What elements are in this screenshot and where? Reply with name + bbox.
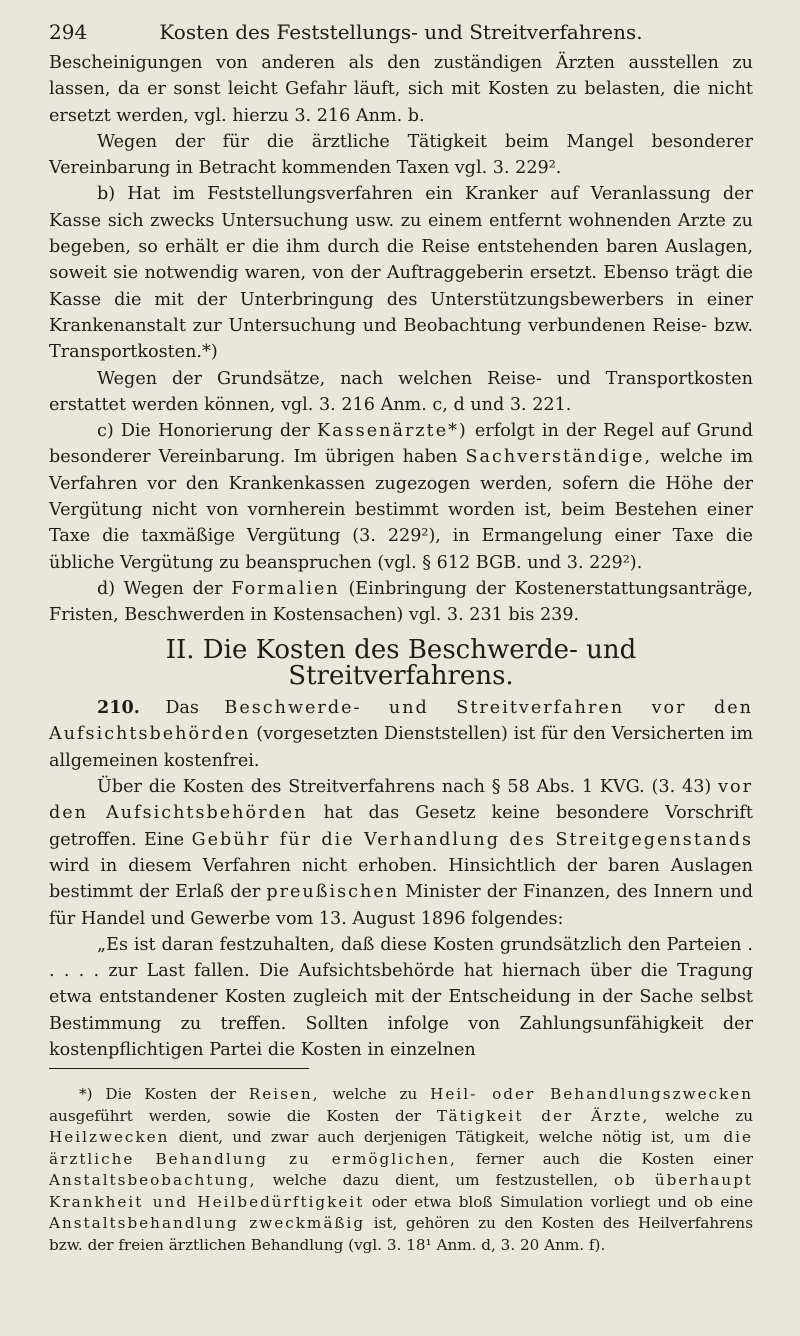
body-text bbox=[49, 50, 753, 1063]
fn-emphasis-2: Heil- oder Behandlungszwecken bbox=[430, 1085, 754, 1104]
fn-c: ausgeführt werden, sowie die Kosten der bbox=[49, 1106, 421, 1125]
section-heading: II. Die Kosten des Beschwerde- und Streitverfahrens. bbox=[165, 634, 637, 691]
fn-emphasis-8: Anstaltsbehandlung zweckmäßig bbox=[49, 1214, 366, 1233]
principles-paragraph: Wegen der Grundsätze, nach welchen Reise- und Transportkosten erstattet werden können, vgl. 3. 216 Anm. c, d und 3. 221. bbox=[49, 368, 753, 415]
fn-i: ist, gehören zu den Kosten des Heilverfahrens bzw. der freien ärztlichen Behandlung (vgl. 3. 18¹ Anm. d, 3. 20 Anm. f). bbox=[49, 1214, 754, 1254]
paragraph-c-start: c) Die Honorierung der bbox=[97, 421, 310, 442]
decree-quote: „Es ist daran festzuhalten, daß diese Kosten grundsätzlich den Parteien . . . . . zur Last fallen. Die Aufsichtsbehörde hat hiernach über die Tragung etwa entstandener Kosten zugleich mit der Entscheidung in der Sache selbst Bestimmung zu treffen. Sollten infolge von Zahlungsunfähigkeit der kostenpflichtigen Partei die Kosten in einzelnen bbox=[49, 934, 753, 1060]
fn-emphasis-4: Heilzwecken bbox=[49, 1128, 170, 1147]
fn-a: *) Die Kosten der bbox=[79, 1085, 236, 1104]
fn-emphasis-6: Anstaltsbeobachtung, bbox=[49, 1171, 257, 1190]
fn-f: ferner auch die Kosten einer bbox=[475, 1149, 754, 1168]
footnote-divider bbox=[49, 1068, 309, 1069]
p210-s1-a: Das bbox=[165, 698, 199, 719]
paragraph-c-end: welche im Verfahren vor den Krankenkassen zugezogen werden, sofern die Höhe der Vergütung nicht von vornherein bestimmt worden ist, beim Bestehen einer Taxe die taxmäßige Vergütung (3. 229²), in Ermangelung einer Taxe die übliche Vergütung zu beanspruchen (vgl. § 612 BGB. und 3. 229²). bbox=[49, 447, 754, 573]
fn-emphasis-1: Reisen, bbox=[248, 1085, 320, 1104]
fn-emphasis-3: Tätigkeit der Ärzte, bbox=[436, 1106, 650, 1125]
p210-s2-b: hat das Gesetz keine besondere Vorschrift getroffen. Eine bbox=[49, 803, 754, 850]
intro-paragraph: Bescheinigungen von anderen als den zuständigen Ärzten ausstellen zu lassen, da er sonst leicht Gefahr läuft, sich mit Kosten zu belasten, die nicht ersetzt werden, vgl. hierzu 3. 216 Anm. b. bbox=[49, 53, 753, 126]
p210-s1-b: (vorgesetzten Dienststellen) ist für den Versicherten im allgemeinen kostenfrei. bbox=[49, 724, 753, 771]
fn-emphasis-5: um die ärztliche Behandlung zu ermöglichen, bbox=[49, 1128, 754, 1168]
fn-h: oder etwa bloß Simulation vorliegt und ob eine bbox=[371, 1192, 753, 1211]
p210-s1-emphasis: Beschwerde- und Streitverfahren vor den Aufsichtsbehörden bbox=[49, 698, 754, 745]
p210-s2-d: Minister der Finanzen, des Innern und für Handel und Gewerbe vom 13. August 1896 folgendes: bbox=[49, 882, 754, 929]
paragraph-d-end: (Einbringung der Kostenerstattungsanträge, Fristen, Beschwerden in Kostensachen) vgl. 3. 231 bis 239. bbox=[49, 578, 754, 626]
paragraph-d-emphasis: Formalien bbox=[231, 578, 340, 599]
footnote bbox=[49, 1084, 753, 1256]
running-head bbox=[49, 20, 753, 50]
tax-reference-paragraph: Wegen der für die ärztliche Tätigkeit beim Mangel besonderer Vereinbarung in Betracht kommenden Taxen vgl. 3. 229². bbox=[49, 131, 753, 179]
paragraph-c bbox=[49, 418, 753, 576]
p210-s2-emphasis-3: preußischen bbox=[266, 882, 400, 903]
fn-e: dient, und zwar auch derjenigen Tätigkeit, welche nötig ist, bbox=[178, 1128, 675, 1147]
paragraph-d-start: d) Wegen der bbox=[97, 578, 223, 599]
running-title: Kosten des Feststellungs- und Streitverfahrens. bbox=[159, 20, 643, 44]
paragraph-c-emphasis: Kassenärzte*) bbox=[317, 421, 468, 442]
paragraph-d bbox=[49, 576, 753, 629]
p210-s2-emphasis-2: Gebühr für die Verhandlung des Streitgegenstands bbox=[191, 829, 753, 850]
paragraph-210-costs bbox=[49, 774, 753, 932]
fn-g: welche dazu dient, um festzustellen, bbox=[272, 1171, 599, 1190]
paragraph-c-middle: erfolgt in der Regel auf Grund besonderer Vereinbarung. Im übrigen haben bbox=[49, 421, 754, 468]
p210-s2-emphasis-1: vor den Aufsichtsbehörden bbox=[49, 777, 754, 824]
paragraph-b: b) Hat im Feststellungsverfahren ein Kranker auf Veranlassung der Kasse sich zwecks Untersuchung usw. zu einem entfernt wohnenden Arzte zu begeben, so erhält er die ihm durch die Reise entstehenden baren Auslagen, soweit sie notwendig waren, von der Auftraggeberin ersetzt. Ebenso trägt die Kasse die mit der Unterbringung des Unterstützungsbewerbers in einer Krankenanstalt zur Untersuchung und Beobachtung verbundenen Reise- bzw. Transportkosten.*) bbox=[49, 184, 753, 363]
paragraph-c-emphasis-2: Sachverständige, bbox=[465, 447, 653, 468]
p210-s2-c: wird in diesem Verfahren nicht erhoben. Hinsichtlich der baren Auslagen bestimmt der Erlaß der bbox=[49, 855, 753, 903]
fn-b: welche zu bbox=[332, 1085, 418, 1104]
p210-s2-a: Über die Kosten des Streitverfahrens nach § 58 Abs. 1 KVG. (3. 43) bbox=[97, 777, 712, 798]
fn-d: welche zu bbox=[665, 1106, 754, 1125]
page-number: 294 bbox=[49, 20, 88, 44]
paragraph-210 bbox=[49, 695, 753, 774]
paragraph-number: 210. bbox=[97, 697, 140, 719]
fn-emphasis-7: ob überhaupt Krankheit und Heilbedürftigkeit bbox=[49, 1171, 754, 1211]
